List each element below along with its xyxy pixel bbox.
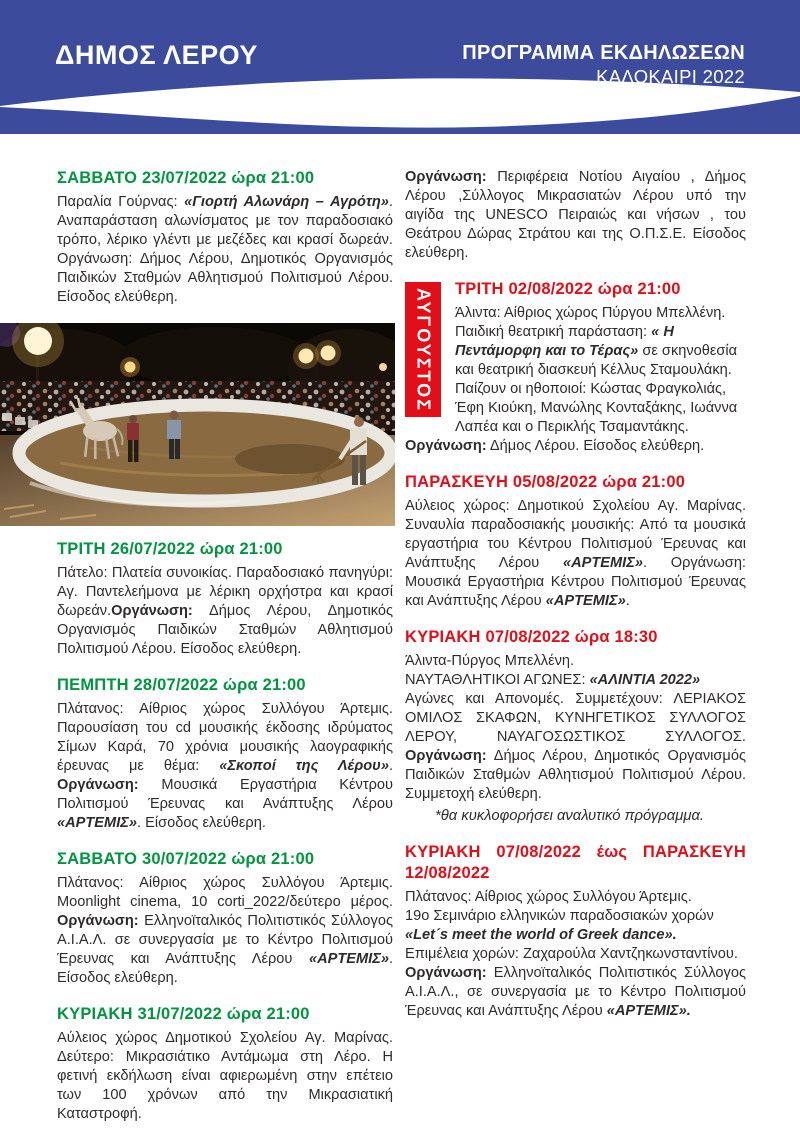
text-segment: Οργάνωση: [405,169,487,185]
text-segment: Δήμος Λέρου, Δημοτικός Οργανισμός Παιδικών Σταθμών Αθλητισμού Πολιτισμού Λέρου. Είσοδος ελεύθερη. [57,603,393,657]
text-segment: Πάτελο: Πλατεία συνοικίας. Παραδοσιακό πανηγύρι: Αγ. Παντελεήμονα με λέρικη ορχήστρα και κρασί δωρεάν. [57,565,393,619]
event-body [57,874,393,988]
event-body [57,564,393,659]
event [405,279,746,456]
event-heading: ΚΥΡΙΑΚΗ 31/07/2022 ώρα 21:00 [57,1005,310,1023]
event-heading: ΣΑΒΒΑΤΟ 30/07/2022 ώρα 21:00 [57,850,315,868]
text-segment: Παραλία Γούρνας: [57,194,185,210]
text-segment: «Σκοποί της Λέρου» [219,758,389,774]
text-segment: Οργάνωση: [57,913,139,929]
text-segment: Ελληνοϊταλικός Πολιτιστικός Σύλλογος Α.Ι.Α.Λ. σε συνεργασία με το Κέντρο Πολιτισμού Έρευνας και Ανάπτυξης Λέρου [57,913,393,967]
text-segment: Οργάνωση: [405,748,487,764]
text-segment: Οργάνωση: [405,965,487,981]
text-segment: Αγώνες και Απονομές. Συμμετέχουν: ΛΕΡΙΑΚΟΣ ΟΜΙΛΟΣ ΣΚΑΦΩΝ, ΚΥΝΗΓΕΤΙΚΟΣ ΣΥΛΛΟΓΟΣ ΛΕΡΟΥ, ΝΑΥΑΓΟΣΩΣΤΙΚΟΣ ΣΥΛΛΟΓΟΣ. [405,691,746,745]
banner-lower-wave [0,96,800,134]
text-segment: . Είσοδος ελεύθερη. [57,951,393,986]
program-season: ΚΑΛΟΚΑΙΡΙ 2022 [596,66,745,87]
event-heading: ΚΥΡΙΑΚΗ 07/08/2022 έως ΠΑΡΑΣΚΕΥΗ 12/08/2022 [405,843,746,882]
left-events-after-photo [57,539,393,1124]
event [57,849,393,988]
text-segment: 19ο Σεμινάριο ελληνικών παραδοσιακών χορών [405,908,714,924]
text-segment: «Let´s meet the world of Greek dance». [405,927,677,943]
event [405,842,746,1021]
event-body [405,652,746,804]
event-photo [0,323,395,526]
text-segment: σε σκηνοθεσία και θεατρική διασκευή Κέλλυς Σταμουλάκη. Παίζουν οι ηθοποιοί: Κώστας Φραγκολιάς, Έφη Κιούκη, Μανώλης Κονταξάκης, Ιωάννα Λαπέα και ο Περικλής Τσαμαντάκης. [455,343,738,435]
event-body [405,888,746,1021]
text-segment: Πλάτανος: Αίθριος χώρος Συλλόγου Άρτεμις. [405,889,692,905]
text-segment: « Η Πεντάμορφη και το Τέρας» [455,324,674,359]
text-segment: Άλιντα-Πύργος Μπελλένη. [405,653,575,669]
event [57,539,393,659]
text-segment: «ΑΡΤΕΜΙΣ» [57,815,137,831]
event [405,627,746,826]
event [57,1004,393,1124]
event-note: *θα κυκλοφορήσει αναλυτικό πρόγραμμα. [435,808,704,824]
text-segment: Άλιντα: Αίθριος χώρος Πύργου Μπελλένη. Παιδική θεατρική παράσταση: [455,305,726,340]
event-heading: ΚΥΡΙΑΚΗ 07/08/2022 ώρα 18:30 [405,628,658,646]
event-heading: ΠΑΡΑΣΚΕΥΗ 05/08/2022 ώρα 21:00 [405,473,686,491]
event-heading: ΠΕΜΠΤΗ 28/07/2022 ώρα 21:00 [57,676,306,694]
program-title-block [462,42,745,88]
text-segment: «ΑΡΤΕΜΙΣ» [308,951,389,967]
text-segment: . [625,593,630,609]
text-segment: «ΑΡΤΕΜΙΣ». [606,1003,691,1019]
text-segment: Πλάτανος: Αίθριος χώρος Συλλόγου Άρτεμις. Moonlight cinema, 10 corti_2022/δεύτερο μέρος. [57,875,393,910]
text-segment: Οργάνωση: [111,603,193,619]
event [405,168,746,263]
event-heading: ΣΑΒΒΑΤΟ 23/07/2022 ώρα 21:00 [57,169,315,187]
event-body [57,193,393,307]
column-left [57,168,393,1135]
text-segment: ΝΑΥΤΑΘΛΗΤΙΚΟΙ ΑΓΩΝΕΣ: [405,672,590,688]
event [405,472,746,611]
text-segment: Μουσικά Εργαστήρια Κέντρου Πολιτισμού Έρευνας και Ανάπτυξης Λέρου [57,777,393,812]
text-segment: Οργάνωση: [57,777,139,793]
program-title: ΠΡΟΓΡΑΜΜΑ ΕΚΔΗΛΩΣΕΩΝ [462,42,745,64]
text-segment: Αύλειος χώρος Δημοτικού Σχολείου Αγ. Μαρίνας. Δεύτερο: Μικρασιάτικο Αντάμωμα στη Λέρο. Η φετινή εκδήλωση είναι αφιερωμένη στην επέτειο των 100 χρόνων από την Μικρασιατική Καταστροφή. [57,1030,393,1122]
event-body [57,1029,393,1124]
event-body [405,168,746,263]
text-segment: Ελληνοϊταλικός Πολιτιστικός Σύλλογος Α.Ι.Α.Λ., σε συνεργασία με το Κέντρο Πολιτισμού Έρευνας και Ανάπτυξης Λέρου [405,965,746,1019]
text-segment: . Είσοδος ελεύθερη. [136,815,266,831]
month-label [405,282,441,417]
text-segment: . Αναπαράσταση αλωνίσματος με τον παραδοσιακό τρόπο, λέρικο γλέντι με μεζέδες και κρασί δωρεάν. Οργάνωση: Δήμος Λέρου, Δημοτικός Οργανισμός Παιδικών Σταθμών Αθλητισμού Πολιτισμού Λέρου. Είσοδος ελεύθερη. [57,194,393,305]
text-segment: «Γιορτή Αλωνάρη – Αγρότη» [184,194,389,210]
column-right [405,168,746,1037]
text-segment: Δήμος Λέρου. Είσοδος ελεύθερη. [486,438,705,454]
event [57,675,393,833]
text-segment: «ΑΡΤΕΜΙΣ» [545,593,626,609]
text-segment: «ΑΛΙΝΤΙΑ 2022» [589,672,701,688]
event-heading: ΤΡΙΤΗ 26/07/2022 ώρα 21:00 [57,540,283,558]
text-segment: . Οργάνωση: Μουσικά Εργαστήρια Κέντρου Πολιτισμού Έρευνας και Ανάπτυξης Λέρου [405,555,746,609]
event-body [57,700,393,833]
event [57,168,393,307]
text-segment: . [388,758,393,774]
month-label-text: ΑΥΓΟΥΣΤΟΣ [413,287,434,412]
text-segment: Περιφέρεια Νοτίου Αιγαίου , Δήμος Λέρου ,Σύλλογος Μικρασιατών Λέρου υπό την αιγίδα της UNESCO Πειραιώς και νήσων , του Θεάτρου Δώρας Στράτου και της Ο.Π.Σ.Ε. Είσοδος ελεύθερη. [405,169,746,261]
text-segment: Αύλειος χώρος: Δημοτικού Σχολείου Αγ. Μαρίνας. Συναυλία παραδοσιακής μουσικής: Από τα μουσικά εργαστήρια του Κέντρου Πολιτισμού Έρευνας και Ανάπτυξης Λέρου [405,498,746,571]
event-body [405,304,746,456]
text-segment: «ΑΡΤΕΜΙΣ» [562,555,643,571]
event-heading: ΤΡΙΤΗ 02/08/2022 ώρα 21:00 [455,280,681,298]
left-events-before-photo [57,168,393,307]
text-segment: Επιμέλεια χορών: Ζαχαρούλα Χαντζηκωνσταντίνου. [405,946,738,962]
event-body [405,497,746,611]
municipality-title: ΔΗΜΟΣ ΛΕΡΟΥ [55,40,258,70]
text-segment: Οργάνωση: [405,438,487,454]
text-segment: Δήμος Λέρου, Δημοτικός Οργανισμός Παιδικών Σταθμών Αθλητισμού Πολιτισμού Λέρου. Συμμετοχή ελεύθερη. [405,748,746,802]
text-segment: Πλάτανος: Αίθριος χώρος Συλλόγου Άρτεμις. Παρουσίαση του cd μουσικής έκδοσης ιδρύματος Σίμων Καρά, 70 χρόνια μουσικής λαογραφικής έρευνας με θέμα: [57,701,393,774]
